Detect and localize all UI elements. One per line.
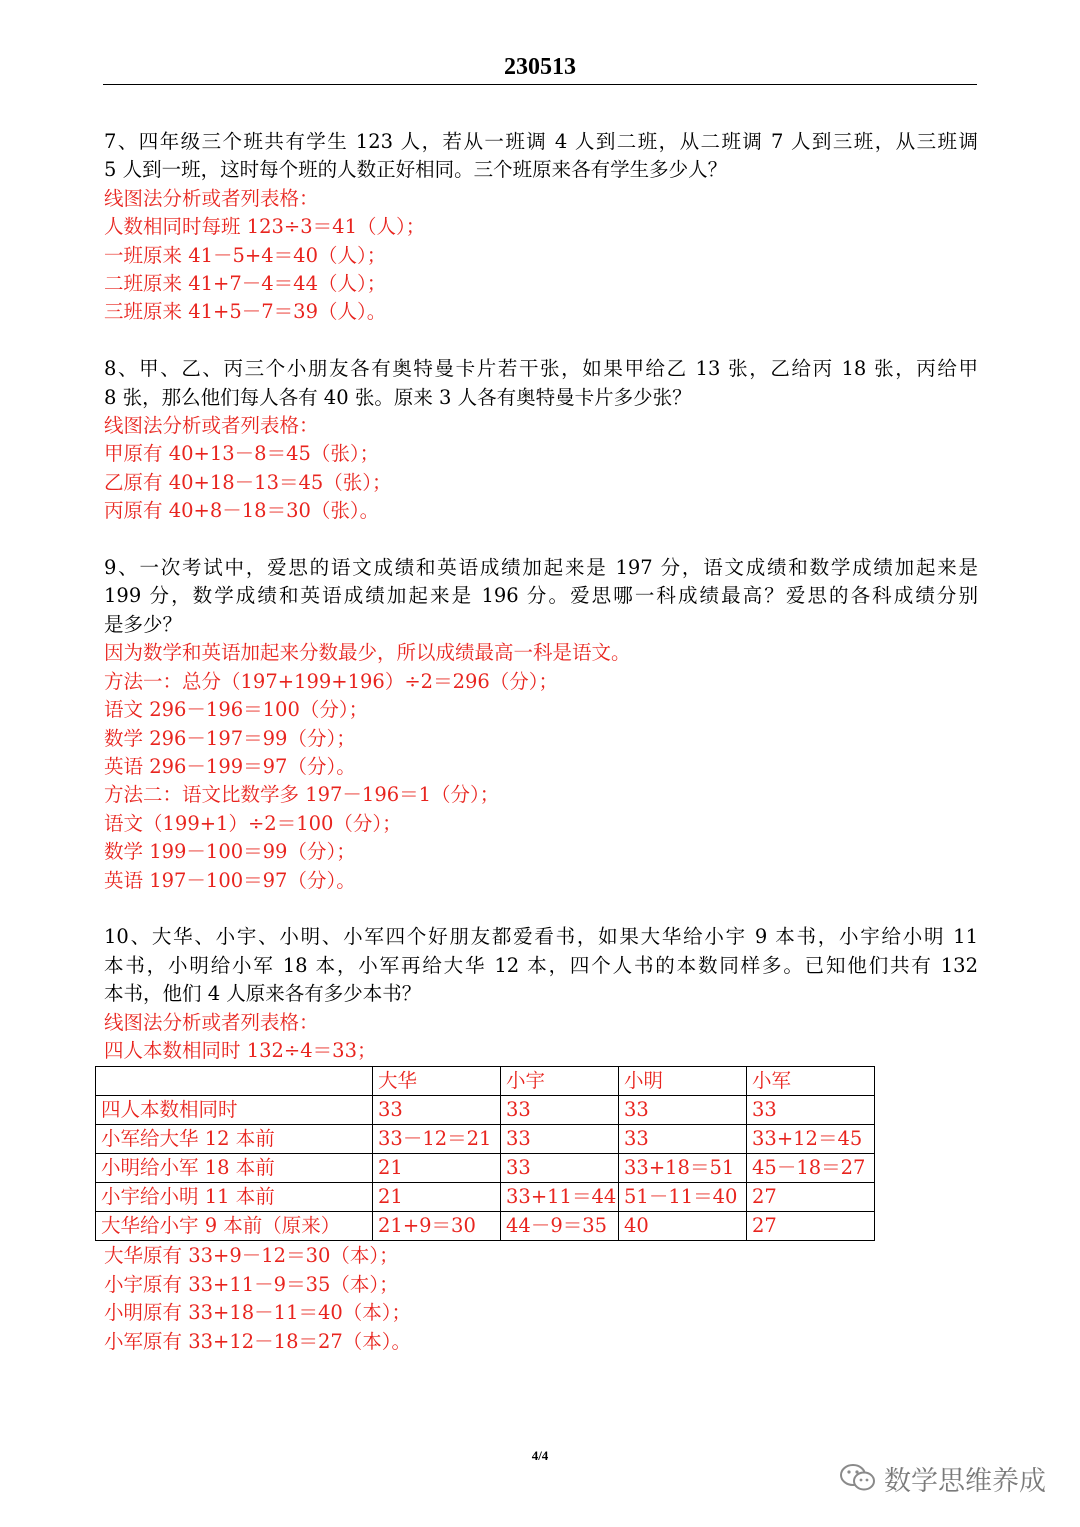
problem-9	[104, 554, 978, 895]
table-cell: 27	[747, 1212, 875, 1241]
table-cell: 21+9＝30	[373, 1212, 501, 1241]
wechat-icon	[838, 1461, 878, 1495]
answer-line: 方法一：总分（197+199+196）÷2＝296（分）；	[104, 669, 559, 693]
table-row	[96, 1183, 875, 1212]
question-line: 是多少？	[104, 612, 183, 636]
table-cell: 小明给小军 18 本前	[96, 1154, 373, 1183]
table-cell: 33	[619, 1096, 747, 1125]
table-header-cell: 小军	[747, 1067, 875, 1096]
answer-line: 语文（199+1）÷2＝100（分）；	[104, 811, 402, 835]
question-line: 9、一次考试中，爱思的语文成绩和英语成绩加起来是 197 分，语文成绩和数学成绩加起来是	[104, 556, 978, 580]
table-row	[96, 1125, 875, 1154]
answer-line: 方法二：语文比数学多 197－196＝1（分）；	[104, 783, 500, 807]
table-cell: 33	[501, 1096, 619, 1125]
answer-line: 甲原有 40+13－8＝45（张）；	[104, 442, 380, 466]
answer-line: 数学 296－197＝99（分）；	[104, 726, 356, 750]
answer-line: 数学 199－100＝99（分）；	[104, 840, 356, 864]
table-row	[96, 1096, 875, 1125]
table-cell: 40	[619, 1212, 747, 1241]
problem-10	[101, 923, 978, 1356]
question-line: 5 人到一班，这时每个班的人数正好相同。三个班原来各有学生多少人？	[104, 158, 728, 182]
answer-line: 一班原来 41－5+4＝40（人）；	[104, 243, 387, 267]
question-line: 本书，他们 4 人原来各有多少本书？	[104, 982, 422, 1006]
answer-line: 三班原来 41+5－7＝39（人）。	[104, 300, 387, 324]
table-cell: 33	[619, 1125, 747, 1154]
table-cell: 小军给大华 12 本前	[96, 1125, 373, 1154]
question-line: 8 张，那么他们每人各有 40 张。原来 3 人各有奥特曼卡片多少张？	[104, 385, 692, 409]
answer-line: 丙原有 40+8－18＝30（张）。	[104, 499, 380, 523]
question-line: 本书，小明给小军 18 本，小军再给大华 12 本，四个人书的本数同样多。已知他们共有 132	[104, 953, 978, 977]
table-cell: 33－12＝21	[373, 1125, 501, 1154]
answer-line: 线图法分析或者列表格：	[104, 1010, 319, 1034]
table-header-cell: 大华	[373, 1067, 501, 1096]
answer-line: 线图法分析或者列表格：	[104, 186, 319, 210]
question-line: 199 分，数学成绩和英语成绩加起来是 196 分。爱思哪一科成绩最高？爱思的各科成绩分别	[104, 584, 978, 608]
table-row	[96, 1212, 875, 1241]
answer-line: 人数相同时每班 123÷3＝41（人）；	[104, 215, 426, 239]
table-header-row	[96, 1067, 875, 1096]
table-cell: 44－9＝35	[501, 1212, 619, 1241]
answer-line: 乙原有 40+18－13＝45（张）；	[104, 470, 392, 494]
question-line: 7、四年级三个班共有学生 123 人，若从一班调 4 人到二班，从二班调 7 人到三班，从三班调	[104, 130, 978, 153]
answer-line: 因为数学和英语加起来分数最少，所以成绩最高一科是语文。	[104, 641, 631, 665]
table-cell: 33	[501, 1125, 619, 1154]
table-cell: 33+18＝51	[619, 1154, 747, 1183]
answer-line: 英语 197－100＝97（分）。	[104, 868, 356, 892]
watermark-text: 数学思维养成	[884, 1465, 1046, 1497]
table-cell: 21	[373, 1183, 501, 1212]
table-cell: 大华给小宇 9 本前（原来）	[96, 1212, 373, 1241]
answer-line: 小军原有 33+12－18＝27（本）。	[104, 1329, 412, 1353]
work-table	[95, 1066, 875, 1241]
table-header-cell	[96, 1067, 373, 1096]
answer-line: 二班原来 41+7－4＝44（人）；	[104, 272, 387, 296]
table-cell: 45－18＝27	[747, 1154, 875, 1183]
page-header	[103, 50, 977, 85]
table-cell: 33	[373, 1096, 501, 1125]
table-cell: 33	[501, 1154, 619, 1183]
question-line: 10、大华、小宇、小明、小军四个好朋友都爱看书，如果大华给小宇 9 本书，小宇给小明 11	[104, 925, 978, 949]
table-cell: 33	[747, 1096, 875, 1125]
table-cell: 33+12＝45	[747, 1125, 875, 1154]
table-row	[96, 1154, 875, 1183]
table-cell: 51－11＝40	[619, 1183, 747, 1212]
table-header-cell: 小明	[619, 1067, 747, 1096]
answer-line: 小宇原有 33+11－9＝35（本）；	[104, 1272, 399, 1296]
page-title: 230513	[504, 54, 576, 80]
table-cell: 27	[747, 1183, 875, 1212]
document-body	[101, 128, 978, 1356]
question-line: 8、甲、乙、丙三个小朋友各有奥特曼卡片若干张，如果甲给乙 13 张，乙给丙 18 张，丙给甲	[104, 357, 978, 381]
answer-line: 大华原有 33+9－12＝30（本）；	[104, 1244, 399, 1268]
problem-8	[104, 355, 978, 525]
answer-line: 四人本数相同时 132÷4＝33；	[104, 1038, 377, 1062]
answer-line: 英语 296－199＝97（分）。	[104, 754, 356, 778]
page-number: 4/4	[531, 1448, 549, 1463]
answer-line: 线图法分析或者列表格：	[104, 414, 319, 438]
answer-line: 语文 296－196＝100（分）；	[104, 698, 369, 722]
table-header-cell: 小宇	[501, 1067, 619, 1096]
table-cell: 小宇给小明 11 本前	[96, 1183, 373, 1212]
watermark	[838, 1456, 1046, 1500]
problem-7	[104, 128, 978, 327]
answer-line: 小明原有 33+18－11＝40（本）；	[104, 1301, 412, 1325]
table-cell: 21	[373, 1154, 501, 1183]
table-cell: 四人本数相同时	[96, 1096, 373, 1125]
table-cell: 33+11＝44	[501, 1183, 619, 1212]
